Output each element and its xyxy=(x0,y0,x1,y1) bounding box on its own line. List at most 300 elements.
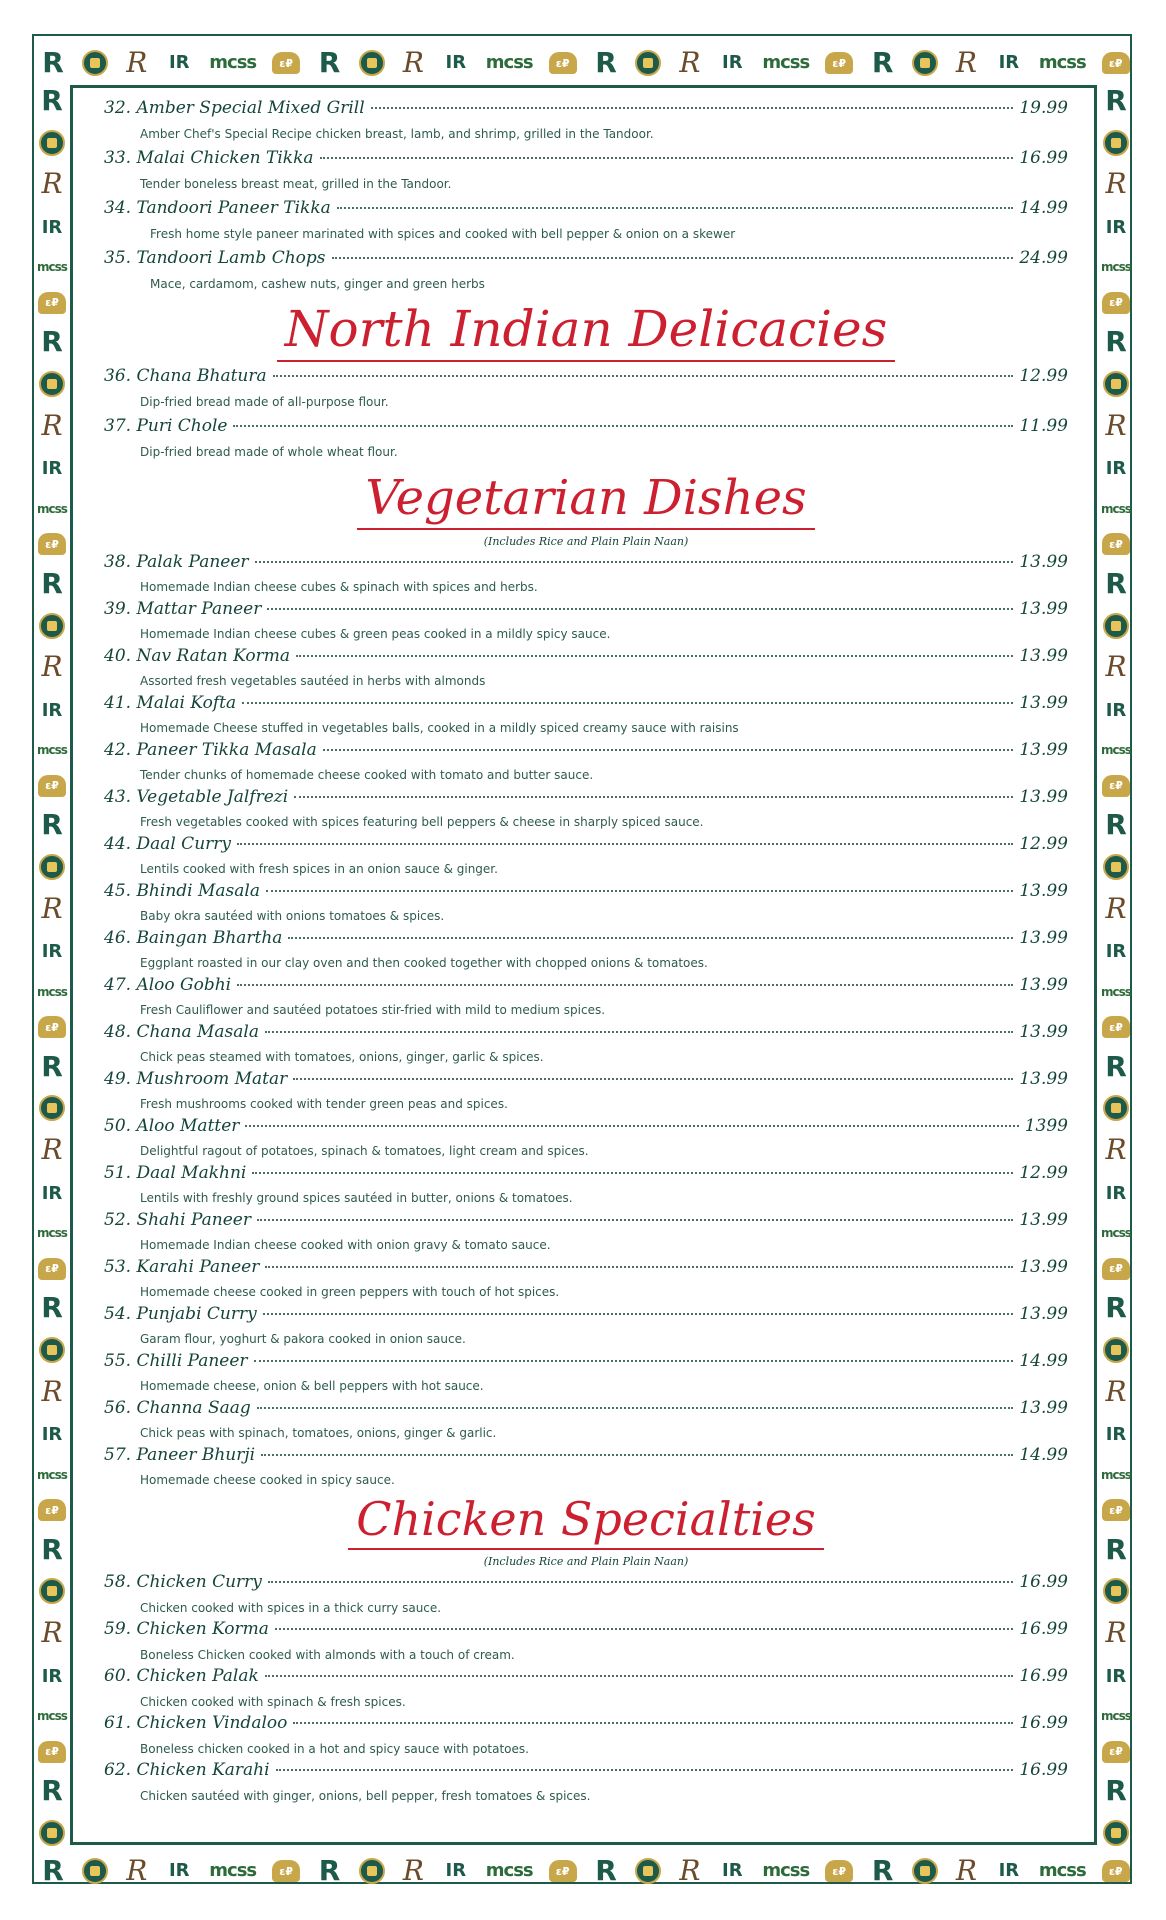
section-heading xyxy=(104,1492,1068,1552)
menu-item xyxy=(104,366,1068,416)
menu-item xyxy=(104,881,1068,928)
item-description: Chicken cooked with spices in a thick curry sauce. xyxy=(140,1601,442,1615)
script-r-icon: R xyxy=(41,167,63,201)
ir-logo-icon: IR xyxy=(41,1665,63,1687)
item-description: Fresh Cauliflower and sautéed potatoes stir-fried with mild to medium spices. xyxy=(140,1003,606,1017)
circle-badge-icon xyxy=(635,50,661,76)
ir-logo-icon: IR xyxy=(41,458,63,480)
item-price: 13.99 xyxy=(1019,787,1068,807)
item-name: 32. Amber Special Mixed Grill xyxy=(104,98,365,118)
r-logo-icon: R xyxy=(1105,86,1127,117)
leader-dots xyxy=(254,1360,1014,1362)
leader-dots xyxy=(245,1125,1018,1127)
leader-dots xyxy=(255,561,1014,563)
script-r-icon: R xyxy=(41,1615,63,1649)
leader-dots xyxy=(268,1581,1013,1583)
mcss-logo-icon: mcss xyxy=(485,52,533,73)
ship-logo-icon: ε₽ xyxy=(549,1860,577,1882)
menu-item xyxy=(104,693,1068,740)
menu-item xyxy=(104,1445,1068,1492)
item-description: Homemade Cheese stuffed in vegetables balls, cooked in a mildly spiced creamy sauce with raisins xyxy=(140,721,739,735)
ir-logo-icon: IR xyxy=(1105,699,1127,721)
leader-dots xyxy=(320,157,1014,159)
ship-logo-icon: ε₽ xyxy=(38,292,66,314)
circle-badge-icon xyxy=(39,1095,65,1121)
item-price: 13.99 xyxy=(1019,646,1068,666)
r-logo-icon: R xyxy=(318,46,341,79)
circle-badge-icon xyxy=(1103,371,1129,397)
mcss-logo-icon: mcss xyxy=(1101,1709,1131,1724)
item-price: 19.99 xyxy=(1019,98,1068,118)
menu-item xyxy=(104,1257,1068,1304)
circle-badge-icon xyxy=(1103,130,1129,156)
script-r-icon: R xyxy=(402,46,424,79)
ir-logo-icon: IR xyxy=(445,52,467,73)
ship-logo-icon: ε₽ xyxy=(1102,1499,1130,1521)
leader-dots xyxy=(237,843,1013,845)
item-name: 38. Palak Paneer xyxy=(104,552,249,572)
item-description: Homemade cheese, onion & bell peppers with hot sauce. xyxy=(140,1379,484,1393)
leader-dots xyxy=(288,937,1013,939)
leader-dots xyxy=(265,1266,1013,1268)
menu-item xyxy=(104,1022,1068,1069)
ship-logo-icon: ε₽ xyxy=(1102,1258,1130,1280)
item-name: 48. Chana Masala xyxy=(104,1022,259,1042)
item-description: Baby okra sautéed with onions tomatoes & spices. xyxy=(140,909,445,923)
item-name: 52. Shahi Paneer xyxy=(104,1210,251,1230)
ir-logo-icon: IR xyxy=(1105,941,1127,963)
item-price: 16.99 xyxy=(1019,1666,1068,1686)
mcss-logo-icon: mcss xyxy=(209,52,257,73)
item-description: Dip-fried bread made of whole wheat flour. xyxy=(140,445,398,459)
leader-dots xyxy=(252,1172,1013,1174)
r-logo-icon: R xyxy=(1105,1049,1127,1083)
leader-dots xyxy=(265,1675,1014,1677)
r-logo-icon: R xyxy=(41,325,63,359)
ir-logo-icon: IR xyxy=(41,941,63,963)
item-name: 40. Nav Ratan Korma xyxy=(104,646,290,666)
item-description: Tender chunks of homemade cheese cooked with tomato and butter sauce. xyxy=(140,768,594,782)
item-price: 14.99 xyxy=(1019,1351,1068,1371)
circle-badge-icon xyxy=(39,854,65,880)
circle-badge-icon xyxy=(1103,1337,1129,1363)
ship-logo-icon: ε₽ xyxy=(272,52,300,74)
leader-dots xyxy=(273,375,1014,377)
item-description: Boneless chicken cooked in a hot and spicy sauce with potatoes. xyxy=(140,1742,529,1756)
item-name: 44. Daal Curry xyxy=(104,834,231,854)
section-heading xyxy=(104,298,1068,366)
leader-dots xyxy=(275,1628,1013,1630)
ir-logo-icon: IR xyxy=(445,1860,467,1881)
item-description: Chicken cooked with spinach & fresh spices. xyxy=(140,1695,406,1709)
item-price: 12.99 xyxy=(1019,834,1068,854)
menu-item xyxy=(104,1760,1068,1807)
r-logo-icon: R xyxy=(41,566,63,600)
item-price: 13.99 xyxy=(1019,881,1068,901)
item-name: 54. Punjabi Curry xyxy=(104,1304,257,1324)
ship-logo-icon: ε₽ xyxy=(38,1258,66,1280)
circle-badge-icon xyxy=(1103,613,1129,639)
script-r-icon: R xyxy=(679,46,701,79)
ship-logo-icon: ε₽ xyxy=(825,1860,853,1882)
leader-dots xyxy=(257,1219,1013,1221)
script-r-icon: R xyxy=(41,1374,63,1408)
item-description: Chick peas with spinach, tomatoes, onions, ginger & garlic. xyxy=(140,1426,497,1440)
menu-item xyxy=(104,248,1068,298)
item-price: 13.99 xyxy=(1019,1210,1068,1230)
leader-dots xyxy=(294,796,1013,798)
ship-logo-icon: ε₽ xyxy=(1102,533,1130,555)
ir-logo-icon: IR xyxy=(998,52,1020,73)
ship-logo-icon: ε₽ xyxy=(1102,1860,1130,1882)
leader-dots xyxy=(266,890,1013,892)
leader-dots xyxy=(293,1078,1013,1080)
item-price: 13.99 xyxy=(1019,599,1068,619)
item-name: 41. Malai Kofta xyxy=(104,693,237,713)
mcss-logo-icon: mcss xyxy=(37,501,67,516)
circle-badge-icon xyxy=(635,1858,661,1884)
item-price: 13.99 xyxy=(1019,928,1068,948)
menu-item xyxy=(104,1351,1068,1398)
item-description: Amber Chef's Special Recipe chicken breast, lamb, and shrimp, grilled in the Tandoor. xyxy=(140,127,654,141)
script-r-icon: R xyxy=(41,650,63,684)
script-r-icon: R xyxy=(1105,891,1127,925)
leader-dots xyxy=(265,1031,1013,1033)
item-name: 35. Tandoori Lamb Chops xyxy=(104,248,326,268)
logo-border-right xyxy=(1100,86,1132,1846)
mcss-logo-icon: mcss xyxy=(1101,1226,1131,1241)
ship-logo-icon: ε₽ xyxy=(549,52,577,74)
menu-item xyxy=(104,1572,1068,1619)
r-logo-icon: R xyxy=(41,1291,63,1325)
script-r-icon: R xyxy=(955,1854,977,1887)
circle-badge-icon xyxy=(1103,854,1129,880)
circle-badge-icon xyxy=(39,1578,65,1604)
leader-dots xyxy=(371,107,1014,109)
section-heading xyxy=(104,466,1068,532)
circle-badge-icon xyxy=(39,613,65,639)
item-price: 16.99 xyxy=(1019,148,1068,168)
section-note: (Includes Rice and Plain Plain Naan) xyxy=(483,1555,689,1568)
item-price: 13.99 xyxy=(1019,740,1068,760)
script-r-icon: R xyxy=(41,1133,63,1167)
menu-item xyxy=(104,1713,1068,1760)
menu-item xyxy=(104,148,1068,198)
r-logo-icon: R xyxy=(1105,325,1127,359)
menu-content xyxy=(104,98,1068,1807)
r-logo-icon: R xyxy=(1105,566,1127,600)
r-logo-icon: R xyxy=(41,86,63,117)
leader-dots xyxy=(242,702,1013,704)
item-description: Chick peas steamed with tomatoes, onions, ginger, garlic & spices. xyxy=(140,1050,544,1064)
item-description: Lentils with freshly ground spices sautéed in butter, onions & tomatoes. xyxy=(140,1191,573,1205)
item-description: Assorted fresh vegetables sautéed in herbs with almonds xyxy=(140,674,486,688)
script-r-icon: R xyxy=(1105,1374,1127,1408)
item-description: Boneless Chicken cooked with almonds with a touch of cream. xyxy=(140,1648,515,1662)
ir-logo-icon: IR xyxy=(41,1424,63,1446)
menu-item xyxy=(104,1666,1068,1713)
ir-logo-icon: IR xyxy=(1105,1665,1127,1687)
item-price: 13.99 xyxy=(1019,552,1068,572)
script-r-icon: R xyxy=(1105,408,1127,442)
ir-logo-icon: IR xyxy=(722,1860,743,1881)
item-name: 56. Channa Saag xyxy=(104,1398,251,1418)
item-price: 13.99 xyxy=(1019,1069,1068,1089)
r-logo-icon: R xyxy=(1105,1774,1127,1808)
ir-logo-icon: IR xyxy=(1105,1424,1127,1446)
item-name: 51. Daal Makhni xyxy=(104,1163,247,1183)
ship-logo-icon: ε₽ xyxy=(825,52,853,74)
item-name: 62. Chicken Karahi xyxy=(104,1760,270,1780)
r-logo-icon: R xyxy=(1105,808,1127,842)
menu-item xyxy=(104,1304,1068,1351)
ir-logo-icon: IR xyxy=(1105,1182,1127,1204)
script-r-icon: R xyxy=(1105,1133,1127,1167)
ir-logo-icon: IR xyxy=(41,699,63,721)
section-heading-text: North Indian Delicacies xyxy=(277,300,896,362)
circle-badge-icon xyxy=(1103,1820,1129,1846)
item-name: 34. Tandoori Paneer Tikka xyxy=(104,198,331,218)
menu-item xyxy=(104,599,1068,646)
item-description: Eggplant roasted in our clay oven and then cooked together with chopped onions & tomatoes. xyxy=(140,956,708,970)
item-name: 60. Chicken Palak xyxy=(104,1666,259,1686)
mcss-logo-icon: mcss xyxy=(37,743,67,758)
logo-border-left xyxy=(36,86,68,1846)
r-logo-icon: R xyxy=(1105,1291,1127,1325)
item-name: 46. Baingan Bhartha xyxy=(104,928,283,948)
item-description: Homemade Indian cheese cooked with onion gravy & tomato sauce. xyxy=(140,1238,551,1252)
r-logo-icon: R xyxy=(41,1049,63,1083)
circle-badge-icon xyxy=(912,1858,938,1884)
leader-dots xyxy=(332,257,1014,259)
ir-logo-icon: IR xyxy=(41,216,63,238)
item-name: 61. Chicken Vindaloo xyxy=(104,1713,288,1733)
leader-dots xyxy=(237,984,1013,986)
leader-dots xyxy=(276,1769,1014,1771)
menu-item xyxy=(104,416,1068,466)
circle-badge-icon xyxy=(39,130,65,156)
logo-border-top xyxy=(40,44,1130,82)
r-logo-icon: R xyxy=(871,46,894,79)
ir-logo-icon: IR xyxy=(1105,458,1127,480)
ship-logo-icon: ε₽ xyxy=(38,1499,66,1521)
item-name: 55. Chilli Paneer xyxy=(104,1351,248,1371)
ship-logo-icon: ε₽ xyxy=(1102,292,1130,314)
script-r-icon: R xyxy=(1105,167,1127,201)
circle-badge-icon xyxy=(39,1820,65,1846)
section-note: (Includes Rice and Plain Plain Naan) xyxy=(483,535,689,548)
circle-badge-icon xyxy=(359,50,385,76)
item-description: Mace, cardamom, cashew nuts, ginger and green herbs xyxy=(150,277,485,291)
script-r-icon: R xyxy=(41,408,63,442)
item-name: 42. Paneer Tikka Masala xyxy=(104,740,317,760)
item-price: 16.99 xyxy=(1019,1572,1068,1592)
menu-item xyxy=(104,552,1068,599)
ir-logo-icon: IR xyxy=(168,1860,190,1881)
item-name: 45. Bhindi Masala xyxy=(104,881,260,901)
mcss-logo-icon: mcss xyxy=(762,52,810,73)
ir-logo-icon: IR xyxy=(1105,216,1127,238)
logo-border-bottom xyxy=(40,1852,1130,1890)
leader-dots xyxy=(263,1313,1014,1315)
r-logo-icon: R xyxy=(41,1532,63,1566)
script-r-icon: R xyxy=(126,1854,148,1887)
menu-item xyxy=(104,1116,1068,1163)
r-logo-icon: R xyxy=(41,808,63,842)
menu-item xyxy=(104,928,1068,975)
section-north-indian xyxy=(104,298,1068,466)
leader-dots xyxy=(296,655,1013,657)
ship-logo-icon: ε₽ xyxy=(1102,1016,1130,1038)
item-price: 12.99 xyxy=(1019,1163,1068,1183)
leader-dots xyxy=(233,425,1013,427)
circle-badge-icon xyxy=(82,1858,108,1884)
section-heading-text: Vegetarian Dishes xyxy=(357,470,814,530)
circle-badge-icon xyxy=(1103,1578,1129,1604)
circle-badge-icon xyxy=(39,371,65,397)
menu-item xyxy=(104,1619,1068,1666)
item-name: 47. Aloo Gobhi xyxy=(104,975,232,995)
mcss-logo-icon: mcss xyxy=(485,1860,533,1881)
item-name: 53. Karahi Paneer xyxy=(104,1257,260,1277)
mcss-logo-icon: mcss xyxy=(37,1467,67,1482)
item-price: 14.99 xyxy=(1019,1445,1068,1465)
mcss-logo-icon: mcss xyxy=(762,1860,810,1881)
item-price: 12.99 xyxy=(1019,366,1068,386)
item-description: Fresh vegetables cooked with spices featuring bell peppers & cheese in sharply spiced sauce. xyxy=(140,815,704,829)
circle-badge-icon xyxy=(39,1337,65,1363)
menu-item xyxy=(104,975,1068,1022)
ship-logo-icon: ε₽ xyxy=(38,1741,66,1763)
r-logo-icon: R xyxy=(595,1854,617,1887)
item-price: 13.99 xyxy=(1019,1257,1068,1277)
mcss-logo-icon: mcss xyxy=(209,1860,257,1881)
item-price: 24.99 xyxy=(1019,248,1068,268)
ir-logo-icon: IR xyxy=(41,1182,63,1204)
circle-badge-icon xyxy=(1103,1095,1129,1121)
section-chicken xyxy=(104,1492,1068,1807)
item-description: Fresh home style paneer marinated with spices and cooked with bell pepper & onion on a skewer xyxy=(150,227,736,241)
script-r-icon: R xyxy=(679,1854,701,1887)
r-logo-icon: R xyxy=(871,1854,894,1887)
mcss-logo-icon: mcss xyxy=(37,1226,67,1241)
menu-item xyxy=(104,834,1068,881)
ship-logo-icon: ε₽ xyxy=(272,1860,300,1882)
menu-item xyxy=(104,740,1068,787)
mcss-logo-icon: mcss xyxy=(1101,984,1131,999)
item-price: 13.99 xyxy=(1019,1304,1068,1324)
leader-dots xyxy=(337,207,1014,209)
leader-dots xyxy=(293,1722,1013,1724)
mcss-logo-icon: mcss xyxy=(1101,743,1131,758)
leader-dots xyxy=(323,749,1014,751)
ship-logo-icon: ε₽ xyxy=(38,1016,66,1038)
mcss-logo-icon: mcss xyxy=(1101,1467,1131,1482)
menu-item xyxy=(104,787,1068,834)
item-price: 11.99 xyxy=(1019,416,1068,436)
menu-item xyxy=(104,198,1068,248)
script-r-icon: R xyxy=(1105,1615,1127,1649)
ship-logo-icon: ε₽ xyxy=(38,533,66,555)
item-description: Tender boneless breast meat, grilled in the Tandoor. xyxy=(140,177,452,191)
item-price: 13.99 xyxy=(1019,975,1068,995)
mcss-logo-icon: mcss xyxy=(37,260,67,275)
mcss-logo-icon: mcss xyxy=(37,984,67,999)
item-description: Garam flour, yoghurt & pakora cooked in onion sauce. xyxy=(140,1332,466,1346)
item-name: 57. Paneer Bhurji xyxy=(104,1445,256,1465)
item-price: 13.99 xyxy=(1019,1022,1068,1042)
item-description: Chicken sautéed with ginger, onions, bell pepper, fresh tomatoes & spices. xyxy=(140,1789,591,1803)
script-r-icon: R xyxy=(955,46,977,79)
mcss-logo-icon: mcss xyxy=(1101,260,1131,275)
circle-badge-icon xyxy=(82,50,108,76)
script-r-icon: R xyxy=(41,891,63,925)
r-logo-icon: R xyxy=(595,46,617,79)
item-name: 36. Chana Bhatura xyxy=(104,366,267,386)
mcss-logo-icon: mcss xyxy=(37,1709,67,1724)
menu-item xyxy=(104,646,1068,693)
item-name: 39. Mattar Paneer xyxy=(104,599,262,619)
ship-logo-icon: ε₽ xyxy=(1102,775,1130,797)
item-price: 14.99 xyxy=(1019,198,1068,218)
r-logo-icon: R xyxy=(42,1854,64,1887)
item-name: 59. Chicken Korma xyxy=(104,1619,269,1639)
item-price: 1399 xyxy=(1024,1116,1068,1136)
section-tandoori xyxy=(104,98,1068,298)
item-description: Homemade Indian cheese cubes & green peas cooked in a mildly spicy sauce. xyxy=(140,627,611,641)
leader-dots xyxy=(261,1454,1013,1456)
item-description: Delightful ragout of potatoes, spinach & tomatoes, light cream and spices. xyxy=(140,1144,589,1158)
circle-badge-icon xyxy=(912,50,938,76)
item-price: 16.99 xyxy=(1019,1760,1068,1780)
item-name: 37. Puri Chole xyxy=(104,416,228,436)
ship-logo-icon: ε₽ xyxy=(38,775,66,797)
ship-logo-icon: ε₽ xyxy=(1102,1741,1130,1763)
r-logo-icon: R xyxy=(1105,1532,1127,1566)
item-name: 49. Mushroom Matar xyxy=(104,1069,288,1089)
item-name: 43. Vegetable Jalfrezi xyxy=(104,787,289,807)
item-price: 16.99 xyxy=(1019,1619,1068,1639)
item-description: Fresh mushrooms cooked with tender green peas and spices. xyxy=(140,1097,508,1111)
script-r-icon: R xyxy=(126,46,148,79)
menu-item xyxy=(104,98,1068,148)
section-heading-text: Chicken Specialties xyxy=(348,1492,823,1550)
item-price: 13.99 xyxy=(1019,693,1068,713)
menu-item xyxy=(104,1069,1068,1116)
ir-logo-icon: IR xyxy=(168,52,190,73)
ir-logo-icon: IR xyxy=(998,1860,1020,1881)
menu-item xyxy=(104,1210,1068,1257)
ir-logo-icon: IR xyxy=(722,52,743,73)
leader-dots xyxy=(257,1407,1014,1409)
menu-item xyxy=(104,1163,1068,1210)
r-logo-icon: R xyxy=(318,1854,341,1887)
section-vegetarian xyxy=(104,466,1068,1492)
item-name: 50. Aloo Matter xyxy=(104,1116,240,1136)
item-description: Homemade cheese cooked in spicy sauce. xyxy=(140,1473,395,1487)
mcss-logo-icon: mcss xyxy=(1101,501,1131,516)
leader-dots xyxy=(267,608,1013,610)
item-name: 58. Chicken Curry xyxy=(104,1572,262,1592)
item-price: 16.99 xyxy=(1019,1713,1068,1733)
circle-badge-icon xyxy=(359,1858,385,1884)
r-logo-icon: R xyxy=(42,46,64,79)
item-price: 13.99 xyxy=(1019,1398,1068,1418)
item-description: Lentils cooked with fresh spices in an onion sauce & ginger. xyxy=(140,862,498,876)
item-description: Homemade Indian cheese cubes & spinach with spices and herbs. xyxy=(140,580,538,594)
item-name: 33. Malai Chicken Tikka xyxy=(104,148,314,168)
item-description: Homemade cheese cooked in green peppers with touch of hot spices. xyxy=(140,1285,560,1299)
